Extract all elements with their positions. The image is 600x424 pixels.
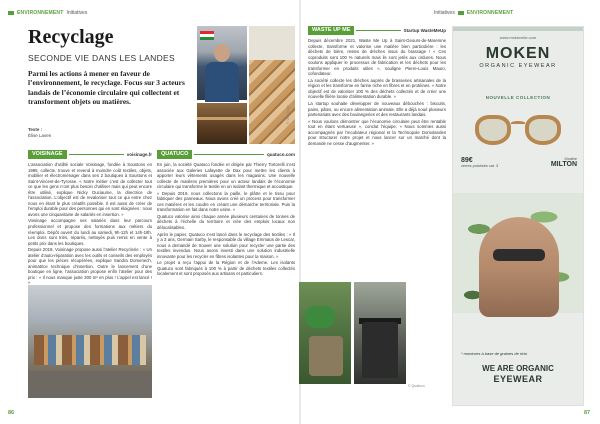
subsection-label: Initiatives xyxy=(434,9,455,16)
paragraph: Quatuco valorise ainsi chaque année plusieurs centaines de tonnes de déchets à l’échelle du territoire et crée des emplois locaux non délocalisables. xyxy=(157,213,295,231)
ad-brand-logo: MOKEN xyxy=(485,45,551,62)
paragraph: Après le papier, Quatuco s’est lancé dans le recyclage des textiles : « Il y a 3 ans, Germain Sarby, le responsable du village Emmaüs de Lescar, nous a demandé de trouver une solution pour recycler une partie des textiles invendus. Nous avons investi dans une solution industrielle innovante pour les recycler en fibres isolantes pour la maison. » xyxy=(157,231,295,259)
quatuco-tag: QUATUCO xyxy=(157,150,192,159)
photo-credit-mid: © Quatuco xyxy=(408,384,425,388)
ad-model xyxy=(535,157,577,167)
sunglasses-icon xyxy=(471,111,565,149)
paragraph: « Depuis 2019, nous collectons la paille, le plâtre et le tissu pour fabriquer des panneaux. Nous avons créé un process pour transformer ces matières et les coudre en créant une démarche territoriale. Puis la transformation en fait dans notre usine. » xyxy=(157,190,295,213)
photo-wooden-roof xyxy=(249,26,295,144)
wasteup-tag: WASTE UP ME xyxy=(308,26,354,35)
voisinage-text xyxy=(28,162,152,286)
paragraph: La startup souhaite développer de nouveaux débouchés : biscuits, pains, pâtes, ou encore alimentation animale. Elle a déjà noué plusieurs partenariats avec des boulangeries et des restaurants landais. xyxy=(308,101,446,118)
paragraph: Depuis 2019, Voisinage propose aussi l’atelier Recyclerie : « Un atelier d’auto-réparation avec les outils et conseils des employés pour que les pièces récupérées, explique Sandra Domenech, animatrice technique d’insertion. Outre le lancement d’une boutique en ligne, l’association propose enfin l’atelier pour des prix : « Il nous manque juste 300 m² en plus ! L’appel est lancé ! » xyxy=(28,247,152,286)
voisinage-header xyxy=(28,150,152,159)
paragraph: La société collecte les drèches auprès de brasseries artisanales de la région et les transforme en farine riche en fibres et en protéines. « Notre objectif est de valoriser 100 % des déchets collectés et de créer une nouvelle filière locale d’alimentation durable. » xyxy=(308,77,446,100)
photo-credit-top: © Voisinage xyxy=(286,105,290,124)
photo-bins xyxy=(354,282,406,384)
photo-barn-interior xyxy=(197,103,247,144)
ad-model-name: MILTON xyxy=(550,161,577,168)
ad-tagline: * montures à base de graines de ricin xyxy=(461,351,528,356)
photo-man-portrait xyxy=(197,26,247,100)
ad-headline-sub: EYEWEAR xyxy=(493,374,543,384)
flag-shape xyxy=(200,31,214,40)
left-page-number: 86 xyxy=(8,410,15,416)
section-label: ENVIRONNEMENT xyxy=(17,9,64,16)
section-marker xyxy=(458,11,464,15)
section-label: ENVIRONNEMENT xyxy=(466,9,514,16)
ad-headline: WE ARE ORGANIC xyxy=(482,364,554,373)
left-header-bar xyxy=(8,8,87,17)
right-page-number: 87 xyxy=(584,410,591,416)
right-header-bar xyxy=(434,8,513,17)
subsection-label: Initiatives xyxy=(66,9,88,16)
paragraph: L’association d’utilité sociale Voisinage, fondée à Soustons en 1995, collecte, trouve et revend à moindre coût textiles, objets, mobilier et électroménager dans ses 2 boutiques à Soustons et Saint-Vincent-de-Tyrosse. « Notre métier c’est de collecter tout ce que les gens n’ont plus besoin d’utiliser mais qui peut encore être utilisé, explique Nicky Duciaume, la directrice de l’association. L’objectif est de revaloriser tout ce qui entre chez nous en étant le plus créatifs possible. Il est aussi de créer de l’emploi durable pour des personnes qui en sont éloignées : nous avons une cinquantaine de salariés en insertion. » xyxy=(28,162,152,217)
article-lede: Parmi les actions à mener en faveur de l’environnement, le recyclage. Focus sur 3 acteurs landais de l’économie circulaire qui collectent et transforment objets ou matières. xyxy=(28,69,185,106)
voisinage-site: voisinage.fr xyxy=(126,152,152,157)
author-credit xyxy=(28,127,51,139)
section-marker xyxy=(8,11,14,15)
author-name: Élise Laven xyxy=(28,133,52,138)
quatuco-site: quatuco.com xyxy=(266,152,295,157)
wasteup-text xyxy=(308,38,446,278)
quatuco-header xyxy=(157,150,295,159)
paragraph: Le projet a reçu l’appui de la Région et de l’Ademe. Les isolants Quatuco sont fabriqués à 100 % à partir de déchets textiles collectés localement et sont proposés aux artisans et particuliers. xyxy=(157,260,295,277)
article-title: Recyclage xyxy=(28,26,114,48)
photo-glove-pot xyxy=(299,282,351,384)
ad-price: 89€ verres polarisés cat. 3 xyxy=(461,157,499,168)
ad-website: www.mokenelle.com xyxy=(499,35,537,40)
wasteup-site: Startup WasteMeUp xyxy=(403,28,446,33)
wasteup-header xyxy=(308,26,446,35)
article-subtitle: SECONDE VIE DANS LES LANDES xyxy=(28,53,175,63)
ad-portrait xyxy=(479,217,559,317)
author-label: Texte : xyxy=(28,127,43,132)
eyewear-advertisement[interactable] xyxy=(452,26,584,406)
photo-workshop xyxy=(28,285,152,398)
ad-model-label: Modèle xyxy=(564,157,577,161)
paragraph: En juin, la société Quatuco fondée et dirigée par Thierry Tortorelli s’est associée aux Galeries Lafayette de Dax pour mettre les clients à apporter leurs vêtements usagés dans les magasins. Une nouvelle collecte de matières premières pour un acteur landais de l’économie circulaire qui transforme le textile en un isolant thermique et acoustique. xyxy=(157,162,295,190)
paragraph: Depuis décembre 2021, Waste Me Up à Saint-Geours-de-Maremne collecte, transforme et valorise une matière bien particulière : les déchets de bière, restes de drèches issus du brassage ! « Ces coproduits sont 100 % naturels mais ils sont jetés aux ordures. Nous voulons appliquer le processus de fabrication et les déchets pour les transformer en produits utiles », souligne Pierre-Louis Mauro, cofondateur. xyxy=(308,38,446,77)
paragraph: Voisinage accompagne ses salariés dans leur parcours professionnel et propose des formations aux métiers du réemploi. Dépôt ouvert du lundi au samedi, 9h-12h et 14h-18h. Les dons sont triés, réparés, nettoyés puis remis en vente à petits prix dans les boutiques. xyxy=(28,218,152,246)
ad-brand-sub: ORGANIC EYEWEAR xyxy=(479,63,557,69)
quatuco-text xyxy=(157,162,295,398)
paragraph: « Nous voulons démontrer que l’économie circulaire peut être rentable tout en étant vertueuse », conclut l’équipe. « Nous sommes aussi accompagnés par l’incubateur régional et la Technopole Domolandes pour structurer notre projet et nous lancer sur un marché dont la demande ne cesse d’augmenter. » xyxy=(308,118,446,146)
ad-price-note: verres polarisés cat. 3 xyxy=(461,164,499,168)
ad-collection: NOUVELLE COLLECTION xyxy=(485,95,551,100)
voisinage-tag: VOISINAGE xyxy=(28,150,67,159)
